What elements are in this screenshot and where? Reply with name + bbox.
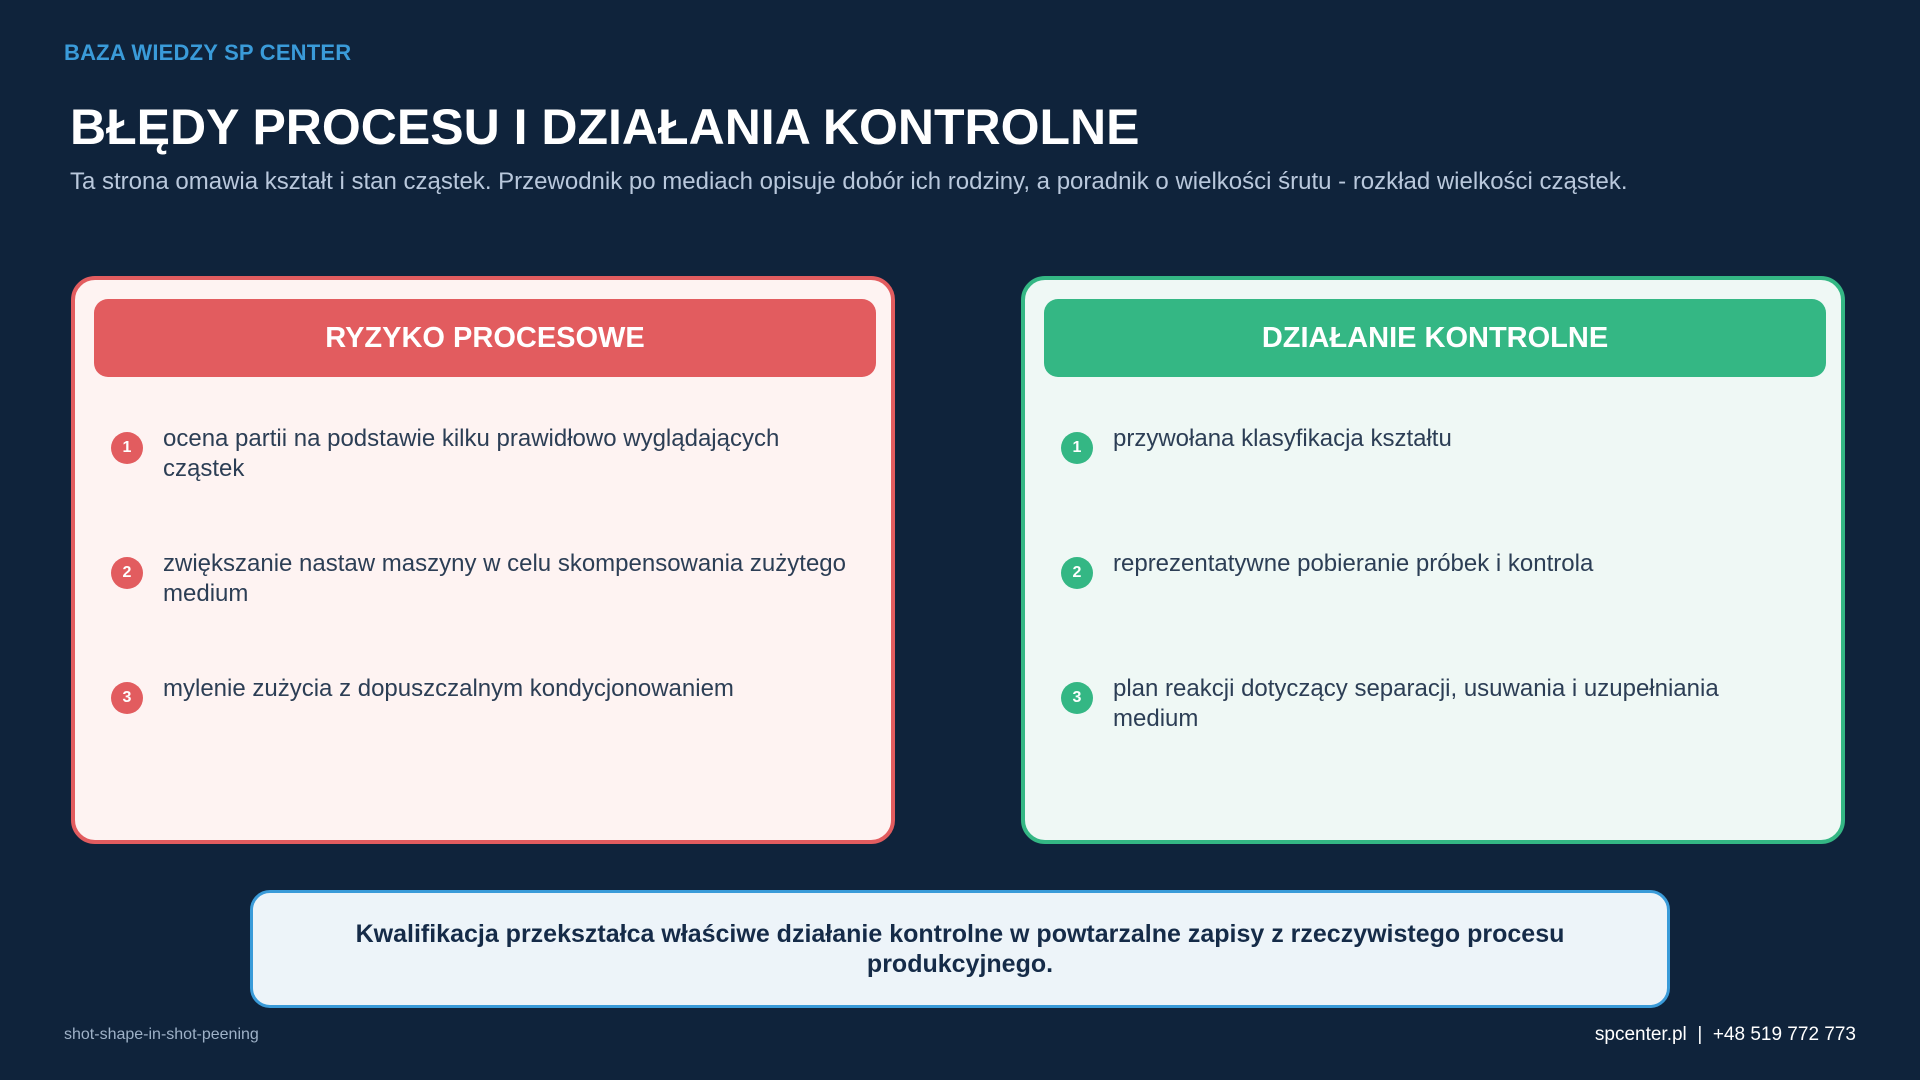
summary-note-text: Kwalifikacja przekształca właściwe działanie kontrolne w powtarzalne zapisy z rzeczywistego procesu produkcyjnego.: [355, 920, 1565, 978]
control-item-text: plan reakcji dotyczący separacji, usuwania i uzupełniania medium: [1113, 675, 1719, 732]
risk-card-heading: RYZYKO PROCESOWE: [94, 299, 876, 377]
control-item: [1061, 548, 1801, 589]
control-item: [1061, 673, 1801, 734]
risk-item: [111, 423, 851, 484]
footer-slug: shot-shape-in-shot-peening: [64, 1026, 259, 1043]
risk-item-text: zwiększanie nastaw maszyny w celu skompensowania zużytego medium: [163, 550, 846, 607]
number-badge: 1: [111, 432, 143, 464]
page-subtitle: Ta strona omawia kształt i stan cząstek. Przewodnik po mediach opisuje dobór ich rodziny, a poradnik o wielkości śrutu - rozkład wielkości cząstek.: [70, 168, 1628, 195]
control-item: [1061, 423, 1801, 464]
risk-item: [111, 548, 851, 609]
number-badge: 3: [111, 682, 143, 714]
control-item-text: przywołana klasyfikacja kształtu: [1113, 425, 1452, 452]
number-badge: 2: [1061, 557, 1093, 589]
risk-item: [111, 673, 851, 714]
control-item-text: reprezentatywne pobieranie próbek i kontrola: [1113, 550, 1594, 577]
number-badge: 2: [111, 557, 143, 589]
control-card: [1021, 276, 1845, 844]
brand-label: BAZA WIEDZY SP CENTER: [64, 40, 352, 65]
page-title: BŁĘDY PROCESU I DZIAŁANIA KONTROLNE: [70, 99, 1140, 155]
footer-contact: spcenter.pl | +48 519 772 773: [1594, 1024, 1856, 1045]
risk-card: [71, 276, 895, 844]
risk-item-text: ocena partii na podstawie kilku prawidłowo wyglądających cząstek: [163, 425, 780, 482]
number-badge: 3: [1061, 682, 1093, 714]
control-card-heading: DZIAŁANIE KONTROLNE: [1044, 299, 1826, 377]
summary-note: [250, 890, 1670, 1008]
number-badge: 1: [1061, 432, 1093, 464]
risk-item-text: mylenie zużycia z dopuszczalnym kondycjonowaniem: [163, 675, 734, 702]
